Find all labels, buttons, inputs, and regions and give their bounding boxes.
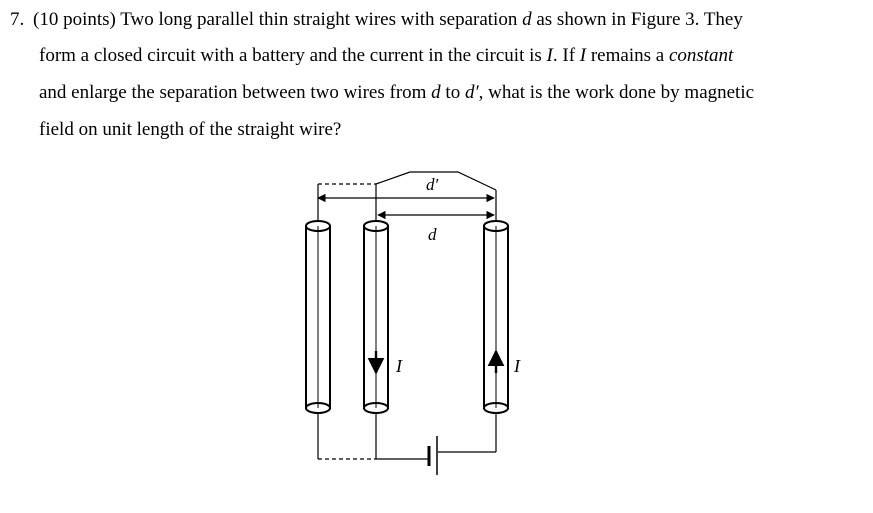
- text-segment: . If: [552, 45, 576, 66]
- text-segment: Two long parallel thin straight wires with separation: [120, 9, 518, 30]
- text-segment: remains a: [590, 45, 665, 66]
- text-segment: , what is the work done by magnetic: [478, 82, 755, 103]
- left-wire: [306, 221, 330, 413]
- text-segment: to: [445, 82, 461, 103]
- symbol-d-prime: d′: [464, 82, 479, 103]
- label-d-prime: d′: [426, 175, 439, 194]
- text-segment: form a closed circuit with a battery and the current in the circuit is: [39, 45, 542, 66]
- current-label-left: I: [396, 356, 402, 376]
- problem-number: 7.: [10, 9, 25, 30]
- text-segment: and enlarge the separation between two wires from: [39, 82, 427, 103]
- symbol-d: d: [431, 82, 441, 103]
- text-segment: field on unit length of the straight wire?: [39, 119, 342, 140]
- battery-icon: [429, 436, 437, 475]
- symbol-I: I: [546, 45, 553, 66]
- middle-wire: [364, 221, 388, 413]
- label-d: d: [428, 225, 437, 244]
- symbol-I: I: [579, 45, 587, 66]
- constant-word: constant: [668, 45, 734, 66]
- problem-points: (10 points): [33, 9, 116, 30]
- right-wire: [484, 221, 508, 413]
- symbol-d: d: [522, 9, 532, 30]
- current-label-right: I: [514, 356, 520, 376]
- text-segment: as shown in Figure 3. They: [536, 9, 743, 30]
